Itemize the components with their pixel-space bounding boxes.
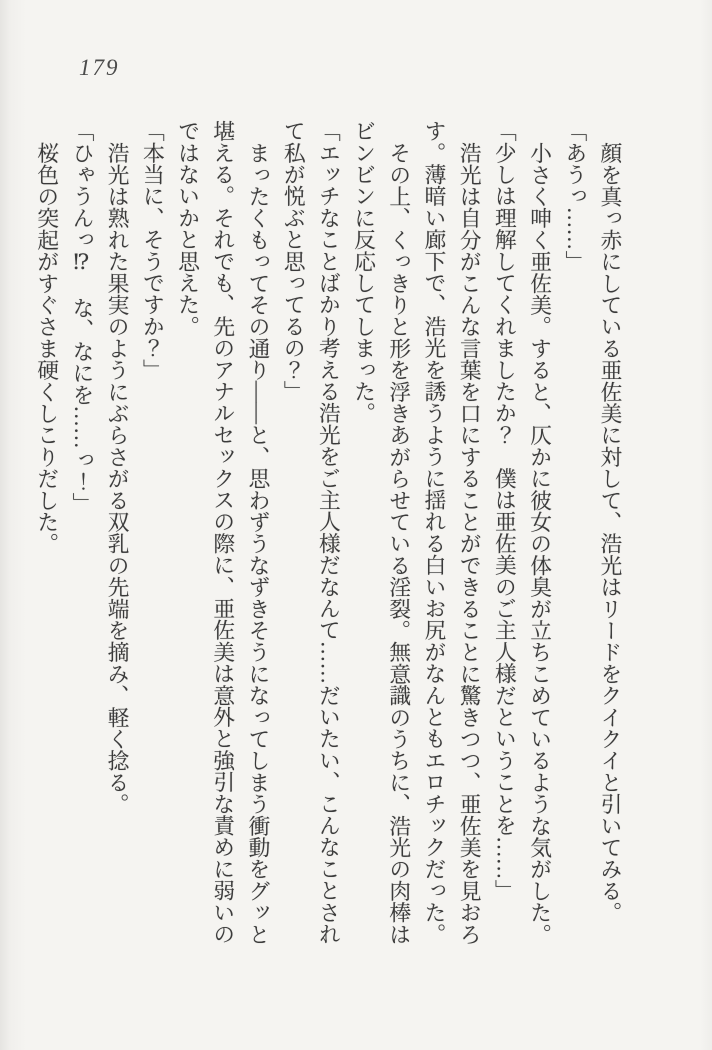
paragraph-dialogue-2: 「少しは理解してくれましたか？ 僕は亜佐美のご主人様だということを……」 <box>492 120 517 902</box>
text-block <box>29 120 627 947</box>
paragraph-dialogue-1: 「あうっ……」 <box>562 120 587 272</box>
paragraph-dialogue-4: 「本当に、そうですか？」 <box>140 120 165 381</box>
paragraph-narration-2: 小さく呻く亜佐美。すると、仄かに彼女の体臭が立ちこめているような気がした。 <box>527 141 552 945</box>
paragraph-dialogue-3: 「エッチなことばかり考える浩光をご主人様だなんて……だいたい、こんなことされて私が悦ぶと思ってるの？」 <box>281 120 341 945</box>
paragraph-narration-5: まったくもってその通り――と、思わずうなずきそうになってしまう衝動をグッと堪える。それでも、先のアナルセックスの際に、亜佐美は意外と強引な責めに弱いのではないかと思えた。 <box>175 120 270 945</box>
paragraph-narration-3: 浩光は自分がこんな言葉を口にすることができることに驚きつつ、亜佐美を見おろす。薄暗い廊下で、浩光を誘うように揺れる白いお尻がなんともエロチックだった。 <box>421 120 482 945</box>
paragraph-dialogue-5: 「ひゃうんっ⁉ な、なにを……っ！」 <box>69 120 94 514</box>
paragraph-narration-4: その上、くっきりと形を浮きあがらせている淫裂。無意識のうちに、浩光の肉棒はビンビンに反応してしまった。 <box>351 120 411 945</box>
paragraph-narration-1: 顔を真っ赤にしている亜佐美に対して、浩光はリードをクイクイと引いてみる。 <box>598 141 622 923</box>
page-number: 179 <box>79 55 120 80</box>
paragraph-narration-6: 浩光は熟れた果実のようにぶらさがる双乳の先端を摘み、軽く捻る。 <box>105 141 130 815</box>
paragraph-narration-7: 桜色の突起がすぐさま硬くしこりだした。 <box>34 141 59 554</box>
